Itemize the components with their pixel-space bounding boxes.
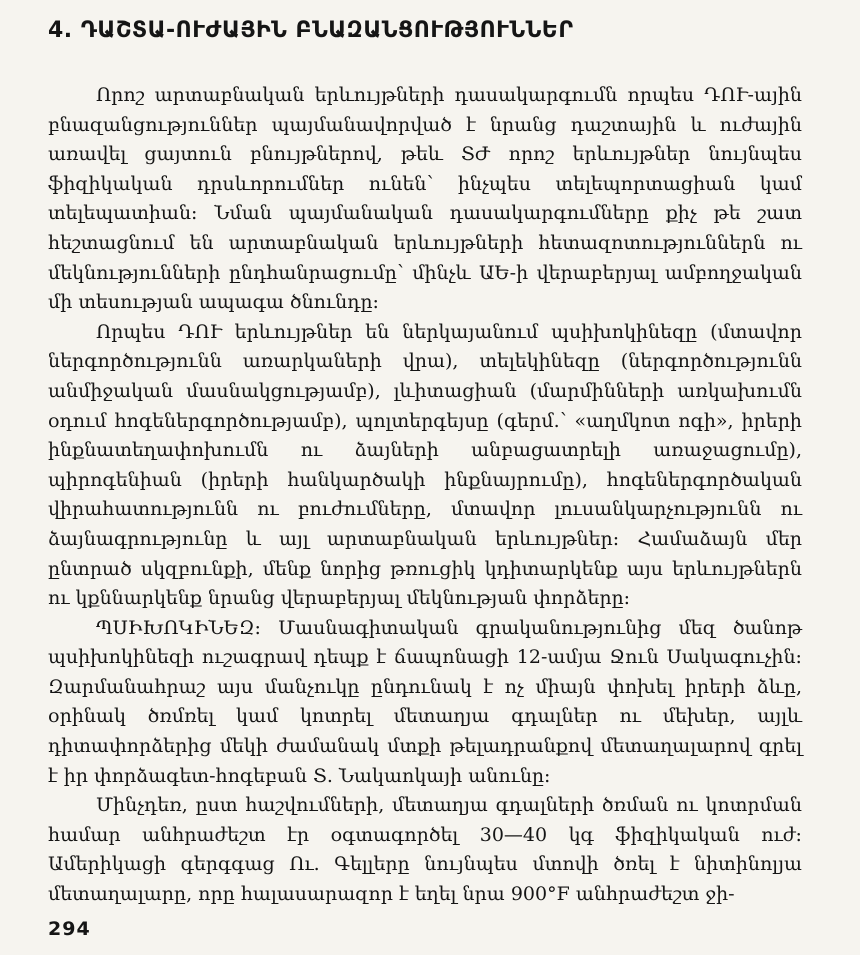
body-text [48, 81, 802, 910]
paragraph: Մինչդեռ, ըստ հաշվումների, մետաղյա գդալների ծռման ու կոտրման համար անհրաժեշտ էր օգտագործել 30—40 կգ ֆիզիկական ուժ։ Ամերիկացի գերգգաց Ու. Գելլերը նույնպես մտովի ծռել է նիտինոլյա մետաղալարը, որը հալասարազոր է եղել նրա 900°F անհրաժեշտ ջի- [48, 794, 802, 906]
paragraph: ՊՍԻԽՈԿԻՆԵԶ։ Մասնագիտական գրականությունից մեզ ծանոթ պսիխոկինեզի ուշագրավ դեպք է ճապոնացի 12-ամյա Ջուն Սակագուչին։ Զարմանահրաշ այս մանչուկը ընդունակ է ոչ միայն փոխել իրերի ձևը, օրինակ ծռմռել կամ կոտրել մետաղյա գդալներ ու մեխեր, այլև դիտափորձերից մեկի ժամանակ մտքի թելադրանքով մետաղալարով գրել է իր փորձագետ-հոգեբան Տ. Նակաոկայի անունը։ [48, 616, 802, 787]
section-heading: 4. ԴԱՇՏԱ-ՈՒԺԱՅԻՆ ԲՆԱԶԱՆՑՈՒԹՅՈՒՆՆԵՐ [48, 18, 574, 43]
paragraph: Որպես ԴՈՒ երևույթներ են ներկայանում պսիխոկինեզը (մտավոր ներգործությունն առարկաների վրա), տելեկինեզը (ներգործությունն անմիջական մասնակցությամբ), լևիտացիան (մարմինների առկախումն օդում հոգեներգործությամբ), պոլտերգեյսը (գերմ.՝ «աղմկոտ ոգի», իրերի ինքնատեղափոխումն ու ձայների անբացատրելի առաջացումը), պիրոգենիան (իրերի հանկարծակի ինքնայրումը), հոգեներգործական վիրահատությունն ու բուժումները, մտավոր լուսանկարչությունն ու ձայնագրությունը և այլ արտաբնական երևույթներ։ Համաձայն մեր ընտրած սկզբունքի, մենք նորից թռուցիկ կդիտարկենք այս երևույթներն ու կքննարկենք նրանց վերաբերյալ մեկնության փորձերը։ [48, 320, 802, 610]
page-number: 294 [48, 918, 91, 940]
paragraph: Որոշ արտաբնական երևույթների դասակարգումն որպես ԴՈՒ-ային բնազանցություններ պայմանավորված է նրանց դաշտային և ուժային առավել ցայտուն բնույթներով, թեև ՏԺ որոշ երևույթներ նույնպես ֆիզիկական դրսևորումներ ունեն՝ ինչպես տելեպորտացիան կամ տելեպատիան։ Նման պայմանական դասակարգումները քիչ թե շատ հեշտացնում են արտաբնական երևույթների հետազոտություններն ու մեկնությունների ընդհանրացումը՝ մինչև ԱԵ-ի վերաբերյալ ամբողջական մի տեսության ապագա ծնունդը։ [48, 84, 802, 314]
